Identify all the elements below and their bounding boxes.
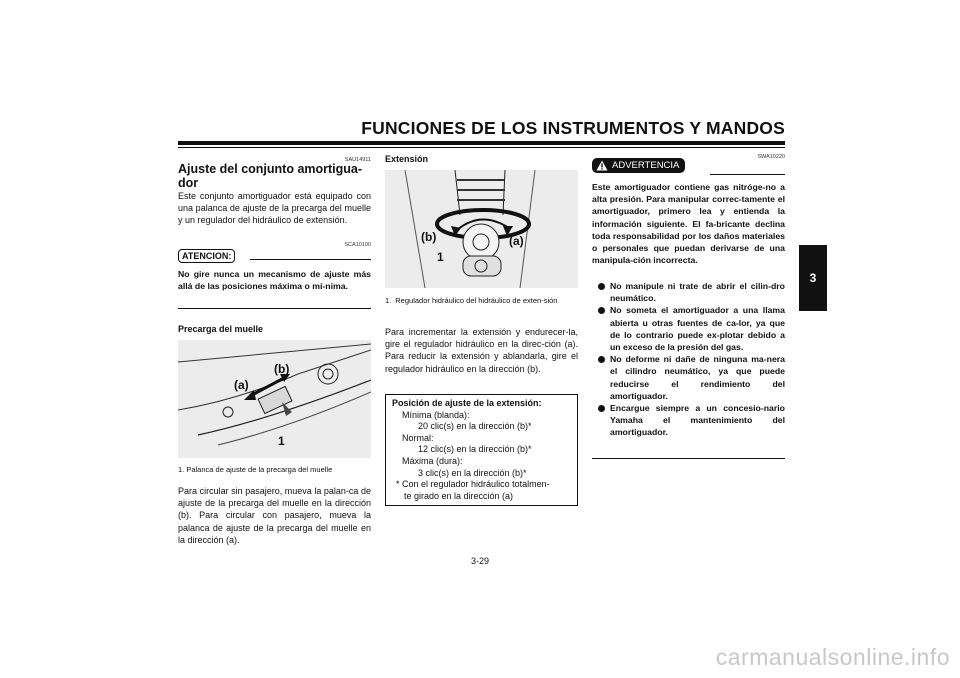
preload-subtitle: Precarga del muelle [178,324,264,334]
bullet-text: No manipule ni trate de abrir el cilin-dro neumático. [610,281,785,304]
bullet-icon [598,283,605,290]
section-title: Ajuste del conjunto amortigua-dor [178,162,363,190]
spec-normal-label: Normal: [402,432,434,443]
extension-spec-box [385,394,578,506]
preload-illustration [178,340,371,458]
header-rule [178,141,785,145]
extension-subtitle: Extensión [385,154,429,164]
warning-triangle-icon [596,160,608,171]
label-a: (a) [234,378,249,392]
caption-number: 1. [385,296,392,305]
bullet-text: Encargue siempre a un concesio-nario Yamaha el mantenimiento del amortiguador. [610,403,785,438]
spec-max-label: Máxima (dura): [402,455,463,466]
warning-rule [710,174,785,175]
spec-min-value: 20 clic(s) en la dirección (b)* [418,421,532,432]
warning-end-rule [592,458,785,459]
spec-title: Posición de ajuste de la extensión: [392,398,542,408]
label-b: (b) [421,230,437,244]
warning-header [592,158,785,176]
spec-note-line1: * Con el regulador hidráulico totalmen- [396,479,550,490]
preload-caption: 1. Palanca de ajuste de la precarga del muelle [178,465,333,474]
warning-badge [592,158,685,173]
spec-max-value: 3 clic(s) en la dirección (b)* [418,467,527,478]
extension-illustration [385,170,578,288]
warning-text: Este amortiguador contiene gas nitróge-no a alta presión. Para manipular correc-tamente el amortiguador, primero lea y entienda la información siguiente. El fa-bricante declina toda responsabilidad por los daños materiales o personales que puedan derivarse de una manipula-ción incorrecta. [592,182,785,266]
page-number: 3-29 [470,556,489,566]
preload-text: Para circular sin pasajero, mueva la palan-ca de ajuste de la precarga del muelle en la dirección (b). Para circular con pasajero, mueva la palanca de ajuste de la precarga del muelle en la dirección (a). [178,486,371,545]
bullet-text: No someta el amortiguador a una llama abierta u otras fuentes de ca-lor, ya que de lo contrario puede ex-plotar debido a un exceso de la presión del gas. [610,305,785,353]
caution-rule [250,259,371,260]
page-header-title: FUNCIONES DE LOS INSTRUMENTOS Y MANDOS [361,118,785,138]
caution-header [178,246,371,262]
label-1: 1 [278,434,285,448]
extension-text: Para incrementar la extensión y endurecer-la, gire el regulador hidráulico en la direc-ción (a). Para reducir la extensión y ablandarla, gire el regulador hidráulico en la dirección (b). [385,327,578,374]
warning-bullet [592,304,785,353]
spec-normal-value: 12 clic(s) en la dirección (b)* [418,444,532,455]
bullet-icon [598,405,605,412]
caution-badge: ATENCION: [178,249,235,263]
extension-figure [385,170,578,288]
label-b: (b) [274,362,290,376]
bullet-icon [598,307,605,314]
section-code: SAU14911 [344,157,371,163]
preload-figure [178,340,371,458]
caption-text: Regulador hidráulico del hidráulico de exten-sión [395,296,558,305]
chapter-tab: 3 [799,245,827,311]
warning-label: ADVERTENCIA [612,160,680,171]
label-1: 1 [437,250,444,264]
bullet-text: No deforme ni dañe de ninguna ma-nera el cilindro neumático, ya que puede reducirse el rendimiento del amortiguador. [610,354,785,401]
watermark: carmanualsonline.info [715,644,950,670]
extension-caption [385,296,578,305]
warning-bullet-list [592,280,785,439]
intro-text: Este conjunto amortiguador está equipado con una palanca de ajuste de la precarga del muelle y un regulador del hidráulico de extensión. [178,191,371,226]
bullet-icon [598,356,605,363]
warning-code: SWA10220 [757,154,785,160]
spec-min-label: Mínima (blanda): [402,409,470,420]
warning-bullet [592,402,785,439]
caution-end-rule [178,308,371,309]
warning-bullet [592,280,785,304]
warning-bullet [592,353,785,402]
caution-code: SCA10100 [344,242,371,248]
caution-text: No gire nunca un mecanismo de ajuste más allá de las posiciones máxima o mí-nima. [178,269,371,292]
spec-note-line2: te girado en la dirección (a) [404,490,514,501]
header-rule-thin [178,147,785,148]
label-a: (a) [509,234,524,248]
